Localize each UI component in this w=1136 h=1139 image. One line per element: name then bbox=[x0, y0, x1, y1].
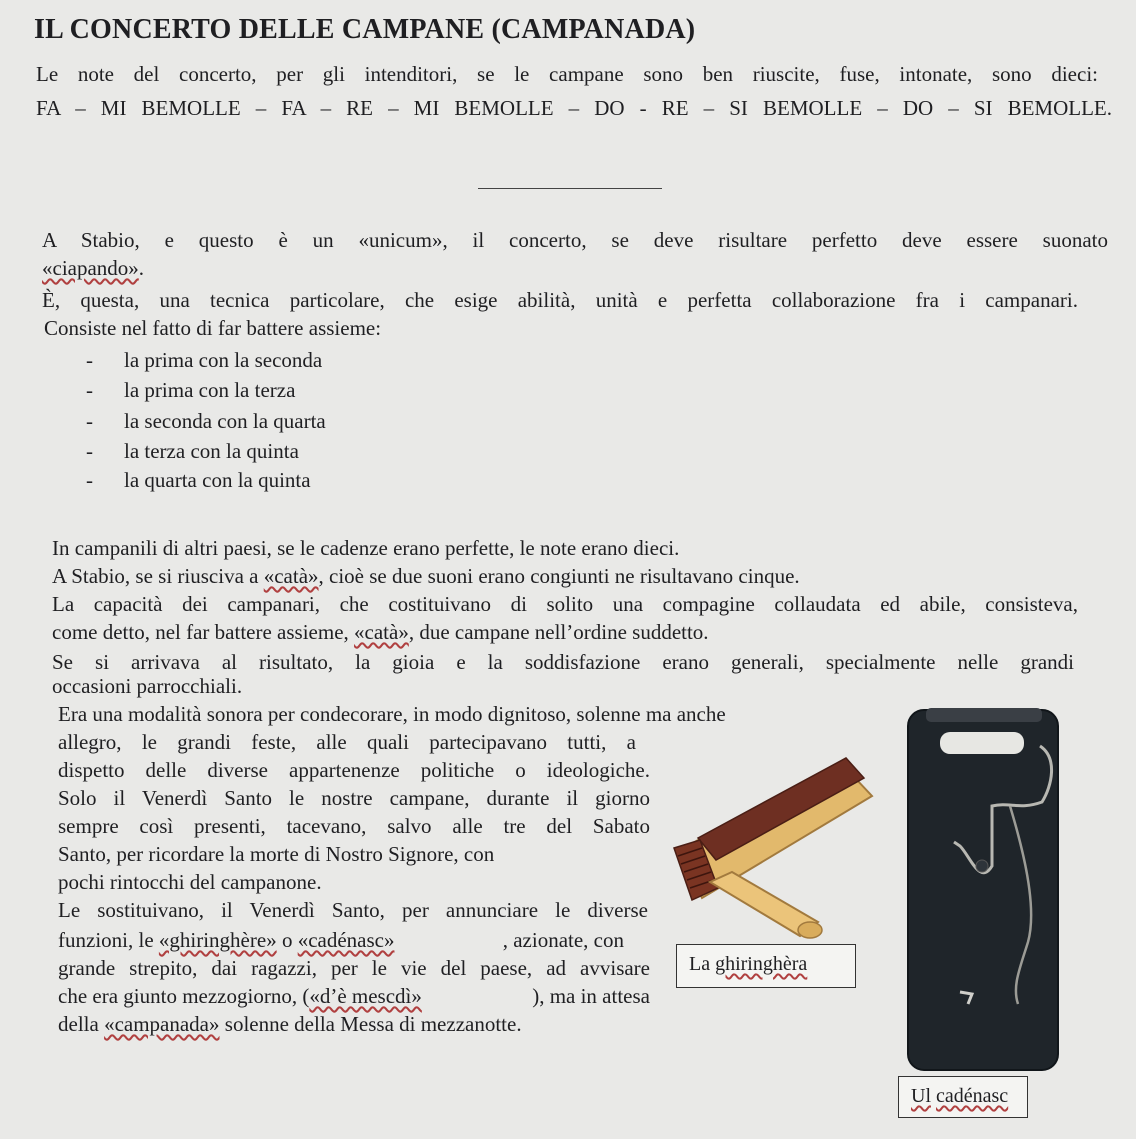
para4-line-12 bbox=[58, 1012, 522, 1037]
list-item bbox=[86, 468, 311, 493]
stabio-line-4: Consiste nel fatto di far battere assieme: bbox=[44, 316, 382, 340]
stabio-line-3: È, questa, una tecnica particolare, che esige abilità, unità e perfetta collaborazione fra i campanari. bbox=[42, 288, 1078, 312]
para4-line-6: Santo, per ricordare la morte di Nostro Signore, con bbox=[58, 842, 495, 866]
para4-line-11 bbox=[58, 984, 650, 1009]
text-run: o bbox=[276, 928, 298, 952]
ghiringhere-word: «ghiringhère» bbox=[158, 928, 277, 952]
stabio-line-1: A Stabio, e questo è un «unicum», il concerto, se deve risultare perfetto deve essere suonato bbox=[42, 228, 1108, 252]
divider bbox=[478, 188, 662, 189]
ciapando-word: «ciapando» bbox=[42, 256, 139, 280]
para4-line-2: allegro, le grandi feste, alle quali partecipavano tutti, a bbox=[58, 730, 636, 754]
board-nail bbox=[976, 860, 988, 872]
para4-line-1: Era una modalità sonora per condecorare, in modo dignitoso, solenne ma anche bbox=[58, 702, 726, 726]
text-run: della bbox=[58, 1012, 105, 1036]
cadenasc-picture bbox=[900, 706, 1070, 1076]
para3-line-1: In campanili di altri paesi, se le cadenze erano perfette, le note erano dieci. bbox=[52, 536, 680, 560]
clapper-board bbox=[908, 710, 1058, 1070]
list-item-text: la prima con la terza bbox=[124, 378, 296, 402]
cadenasc-word: «cadénasc» bbox=[297, 928, 395, 952]
ghiringhera-caption bbox=[676, 944, 856, 988]
para4-line-10: grande strepito, dai ragazzi, per le vie del paese, ad avvisare bbox=[58, 956, 650, 980]
list-dash: - bbox=[86, 409, 93, 433]
stabio-line-2 bbox=[42, 256, 144, 281]
handle-slot bbox=[940, 732, 1024, 754]
para4-line-3: dispetto delle diverse appartenenze politiche o ideologiche. bbox=[58, 758, 650, 782]
handle-end bbox=[798, 922, 822, 938]
caption-text: La bbox=[689, 953, 716, 975]
list-item bbox=[86, 378, 295, 403]
cadenasc-caption-word: cadénasc bbox=[936, 1085, 1009, 1107]
text-run: funzioni, le bbox=[58, 928, 159, 952]
list-item bbox=[86, 409, 326, 434]
text-run: , cioè se due suoni erano congiunti ne risultavano cinque. bbox=[318, 564, 800, 588]
text-run bbox=[58, 928, 394, 953]
cata-word: «catà» bbox=[263, 564, 319, 588]
cata-word: «catà» bbox=[354, 620, 409, 644]
text-run: A Stabio, se si riusciva a bbox=[52, 564, 264, 588]
list-dash: - bbox=[86, 439, 93, 463]
stabio-line-2-end: . bbox=[138, 256, 145, 280]
list-item-text: la terza con la quinta bbox=[124, 439, 299, 463]
list-item-text: la seconda con la quarta bbox=[124, 409, 326, 433]
list-dash: - bbox=[86, 348, 93, 372]
list-item bbox=[86, 348, 322, 373]
text-run: , due campane nell’ordine suddetto. bbox=[408, 620, 709, 644]
text-run: che era giunto mezzogiorno, ( bbox=[58, 984, 310, 1008]
para4-line-8: Le sostituivano, il Venerdì Santo, per annunciare le diverse bbox=[58, 898, 648, 922]
para3-line-6: occasioni parrocchiali. bbox=[52, 674, 243, 698]
text-run: ), ma in attesa bbox=[532, 984, 650, 1008]
text-run bbox=[58, 984, 422, 1009]
para3-line-4 bbox=[52, 620, 709, 645]
para3-line-3: La capacità dei campanari, che costituivano di solito una compagine collaudata ed abile, consisteva, bbox=[52, 592, 1078, 616]
ghiringhera-word: ghiringhèra bbox=[715, 953, 808, 975]
ul-word: Ul bbox=[911, 1085, 931, 1107]
mescdi-word: «d’è mescdì» bbox=[309, 984, 422, 1008]
para4-line-7: pochi rintocchi del campanone. bbox=[58, 870, 322, 894]
campanada-word: «campanada» bbox=[104, 1012, 220, 1036]
list-dash: - bbox=[86, 468, 93, 492]
para3-line-5: Se si arrivava al risultato, la gioia e la soddisfazione erano generali, specialmente nelle grandi bbox=[52, 650, 1074, 674]
intro-notes-line: FA – MI BEMOLLE – FA – RE – MI BEMOLLE – DO - RE – SI BEMOLLE – DO – SI BEMOLLE. bbox=[36, 96, 1112, 120]
para3-line-2 bbox=[52, 564, 800, 589]
intro-line-1: Le note del concerto, per gli intenditori, se le campane sono ben riuscite, fuse, intonate, sono dieci: bbox=[36, 62, 1098, 86]
cadenasc-caption bbox=[898, 1076, 1028, 1118]
list-dash: - bbox=[86, 378, 93, 402]
para4-line-5: sempre così presenti, tacevano, salvo alle tre del Sabato bbox=[58, 814, 650, 838]
board-top-edge bbox=[926, 708, 1042, 722]
para4-line-4: Solo il Venerdì Santo le nostre campane, durante il giorno bbox=[58, 786, 650, 810]
list-item-text: la quarta con la quinta bbox=[124, 468, 311, 492]
list-item bbox=[86, 439, 299, 464]
page-title: IL CONCERTO DELLE CAMPANE (CAMPANADA) bbox=[34, 14, 696, 45]
ghiringhera-picture bbox=[660, 750, 880, 945]
text-run: come detto, nel far battere assieme, bbox=[52, 620, 355, 644]
text-run: solenne della Messa di mezzanotte. bbox=[219, 1012, 522, 1036]
list-item-text: la prima con la seconda bbox=[124, 348, 323, 372]
text-run: , azionate, con bbox=[502, 928, 624, 952]
para4-line-9 bbox=[58, 928, 624, 953]
